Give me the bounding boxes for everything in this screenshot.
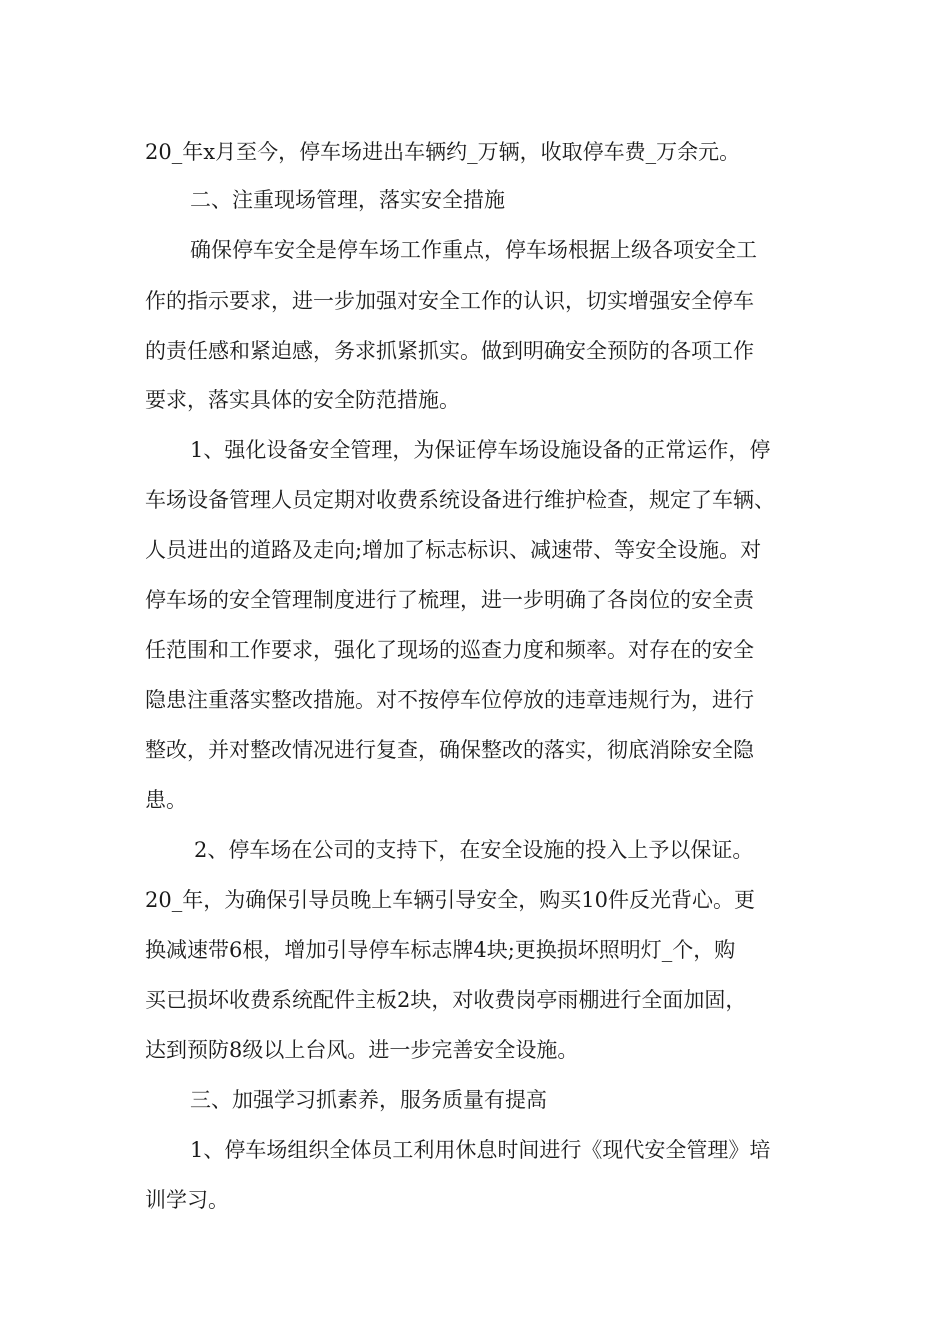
paragraph-line: 作的指示要求，进一步加强对安全工作的认识，切实增强安全停车 [145, 289, 754, 313]
paragraph-line: 停车场的安全管理制度进行了梳理，进一步明确了各岗位的安全责 [145, 588, 754, 612]
paragraph-line: 要求，落实具体的安全防范措施。 [145, 388, 460, 412]
paragraph-line: 车场设备管理人员定期对收费系统设备进行维护检查，规定了车辆、 [145, 488, 775, 512]
section-heading: 二、注重现场管理，落实安全措施 [190, 188, 505, 212]
paragraph-line: 的责任感和紧迫感，务求抓紧抓实。做到明确安全预防的各项工作 [145, 339, 754, 363]
paragraph-line: 患。 [145, 788, 187, 812]
paragraph-line: 整改，并对整改情况进行复查，确保整改的落实，彻底消除安全隐 [145, 738, 754, 762]
paragraph-line: 买已损坏收费系统配件主板2块，对收费岗亭雨棚进行全面加固， [145, 988, 747, 1012]
section-heading: 三、加强学习抓素养，服务质量有提高 [190, 1088, 547, 1112]
paragraph-line: 20_年，为确保引导员晚上车辆引导安全，购买10件反光背心。更 [145, 888, 755, 912]
paragraph-line: 换减速带6根，增加引导停车标志牌4块;更换损坏照明灯_个，购 [145, 938, 736, 962]
paragraph-line: 训学习。 [145, 1188, 229, 1212]
paragraph-line: 2、停车场在公司的支持下，在安全设施的投入上予以保证。 [194, 838, 754, 862]
paragraph-line: 1、强化设备安全管理，为保证停车场设施设备的正常运作，停 [190, 438, 771, 462]
paragraph-line: 任范围和工作要求，强化了现场的巡查力度和频率。对存在的安全 [145, 638, 754, 662]
paragraph-line: 人员进出的道路及走向;增加了标志标识、减速带、等安全设施。对 [145, 538, 762, 562]
paragraph-line: 20_年x月至今，停车场进出车辆约_万辆，收取停车费_万余元。 [145, 140, 741, 164]
paragraph-line: 确保停车安全是停车场工作重点，停车场根据上级各项安全工 [190, 238, 757, 262]
paragraph-line: 1、停车场组织全体员工利用休息时间进行《现代安全管理》培 [190, 1138, 771, 1162]
paragraph-line: 达到预防8级以上台风。进一步完善安全设施。 [145, 1038, 579, 1062]
paragraph-line: 隐患注重落实整改措施。对不按停车位停放的违章违规行为，进行 [145, 688, 754, 712]
